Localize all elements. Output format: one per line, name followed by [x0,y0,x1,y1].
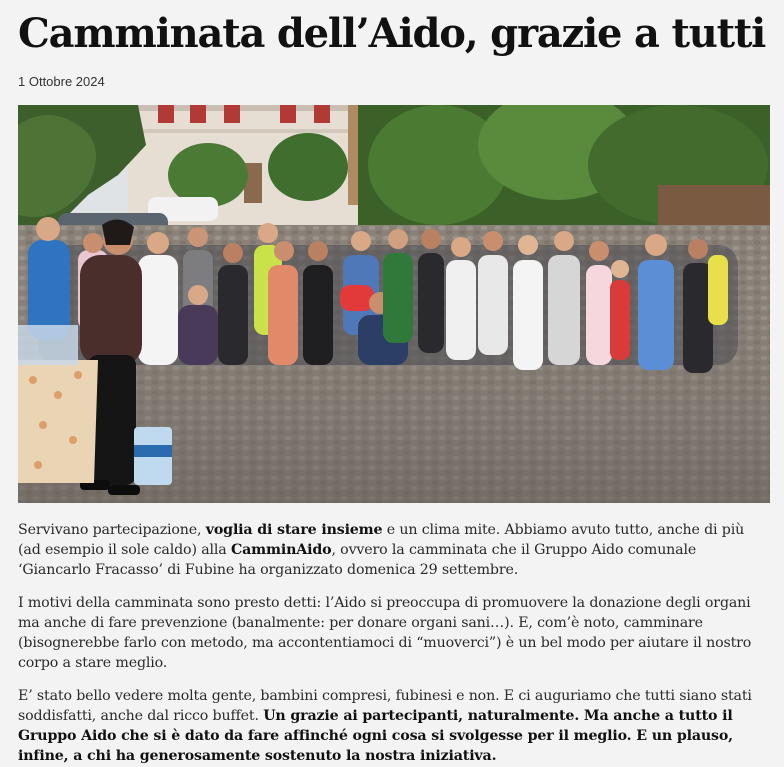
group-photo-illustration [18,105,770,503]
paragraph-1 [18,520,770,580]
group-photo [18,105,770,503]
article-date: 1 Ottobre 2024 [18,74,105,89]
camminaido-bold: CamminAido [230,542,332,558]
paragraph-3-text: E’ stato bello vedere molta gente, bambini compresi, fubinesi e non. E ci auguriamo che tutti siano stati soddisfatti, anche dal ricco buffet. [18,688,752,724]
paragraph-3 [18,686,770,766]
paragraph-1-text: Servivano partecipazione, [18,522,206,538]
paragraph-2: I motivi della camminata sono presto detti: l’Aido si preoccupa di promuovere la donazione degli organi ma anche di fare prevenzione (banalmente: per donare organi sani…). E, com’è noto, camminare (bisognerebbe farlo con metodo, ma accontentiamoci di “muoverci”) è un bel modo per aiutare il nostro corpo a stare meglio. [18,595,752,671]
paragraph-3-bold: Un grazie ai partecipanti, naturalmente. Ma anche a tutto il Gruppo Aido che si è dato da fare affinché ogni cosa si svolgesse per il meglio. E un plauso, infine, a chi ha generosamente sostenuto la nostra iniziativa. [18,708,733,764]
paragraph-1-text: , ovvero la camminata che il Gruppo Aido comunale ‘Giancarlo Fracasso’ di Fubine ha organizzato domenica 29 settembre. [18,542,697,578]
article-title: Camminata dell’Aido, grazie a tutti [18,10,766,57]
article-body [18,520,770,767]
paragraph-1-text: e un clima mite. Abbiamo avuto tutto, anche di più (ad esempio il sole caldo) alla [18,522,745,558]
paragraph-1-bold: voglia di stare insieme [205,522,383,538]
